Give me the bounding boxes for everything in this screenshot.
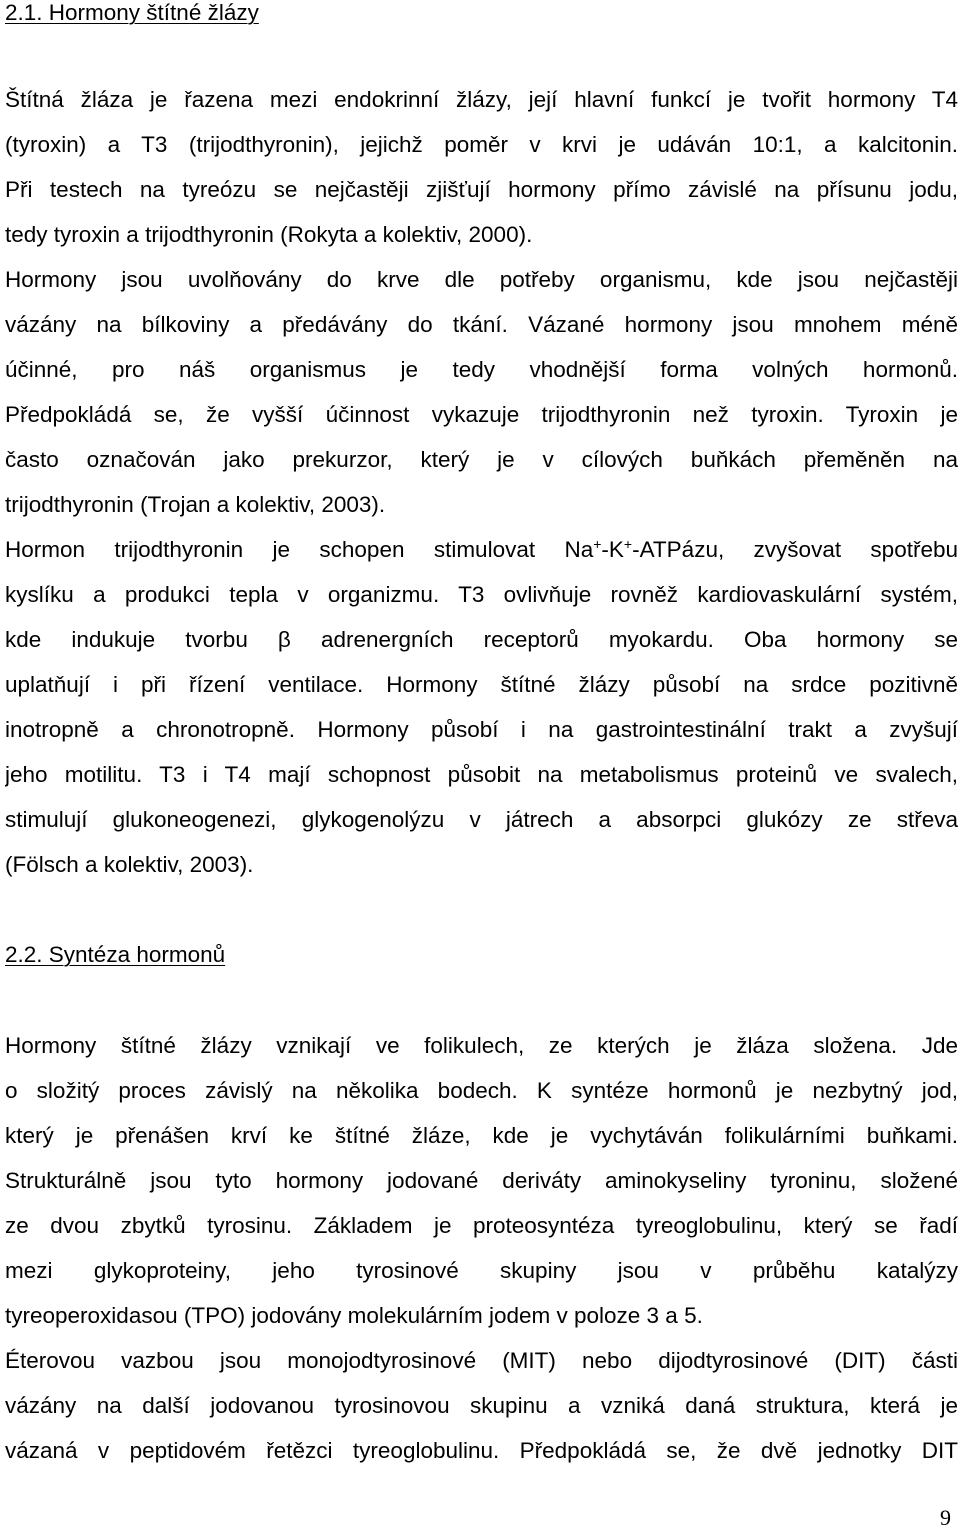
superscript-plus: + (593, 537, 602, 552)
superscript-plus: + (623, 537, 633, 552)
paragraph-line-with-superscripts (5, 537, 958, 563)
line-text-segment: -K (601, 537, 624, 562)
paragraph-line: ze dvou zbytků tyrosinu. Základem je proteosyntéza tyreoglobulinu, který se řadí (5, 1213, 958, 1238)
paragraph-line: kde indukuje tvorbu β adrenergních receptorů myokardu. Oba hormony se (5, 627, 958, 652)
paragraph-line: vázány na bílkoviny a předávány do tkání. Vázané hormony jsou mnohem méně (5, 312, 958, 337)
paragraph-line: (tyroxin) a T3 (trijodthyronin), jejichž poměr v krvi je udáván 10:1, a kalcitonin. (5, 132, 958, 157)
paragraph-line: vázány na další jodovanou tyrosinovou skupinu a vzniká daná struktura, která je (5, 1393, 958, 1418)
section-heading: 2.1. Hormony štítné žlázy (5, 0, 259, 25)
paragraph-line: Strukturálně jsou tyto hormony jodované deriváty aminokyseliny tyroninu, složené (5, 1168, 958, 1193)
paragraph-line: jeho motilitu. T3 i T4 mají schopnost působit na metabolismus proteinů ve svalech, (5, 762, 958, 787)
paragraph-line: tedy tyroxin a trijodthyronin (Rokyta a kolektiv, 2000). (5, 222, 533, 247)
paragraph-line: stimulují glukoneogenezi, glykogenolýzu v játrech a absorpci glukózy ze střeva (5, 807, 958, 832)
paragraph-line: Éterovou vazbou jsou monojodtyrosinové (MIT) nebo dijodtyrosinové (DIT) části (5, 1348, 958, 1373)
paragraph-line: tyreoperoxidasou (TPO) jodovány molekulárním jodem v poloze 3 a 5. (5, 1303, 703, 1328)
paragraph-line: Hormony štítné žlázy vznikají ve folikulech, ze kterých je žláza složena. Jde (5, 1033, 958, 1058)
page-number: 9 (940, 1505, 951, 1530)
paragraph-line: kyslíku a produkci tepla v organizmu. T3 ovlivňuje rovněž kardiovaskulární systém, (5, 582, 958, 607)
paragraph-line: účinné, pro náš organismus je tedy vhodnější forma volných hormonů. (5, 357, 958, 382)
section-heading: 2.2. Syntéza hormonů (5, 942, 226, 967)
paragraph-line: (Fölsch a kolektiv, 2003). (5, 852, 254, 877)
paragraph-line: vázaná v peptidovém řetězci tyreoglobulinu. Předpokládá se, že dvě jednotky DIT (5, 1438, 958, 1463)
paragraph-line: který je přenášen krví ke štítné žláze, kde je vychytáván folikulárními buňkami. (5, 1123, 958, 1148)
paragraph-line: Při testech na tyreózu se nejčastěji zjišťují hormony přímo závislé na přísunu jodu, (5, 177, 958, 202)
paragraph-line: uplatňují i při řízení ventilace. Hormony štítné žlázy působí na srdce pozitivně (5, 672, 958, 697)
paragraph-line: mezi glykoproteiny, jeho tyrosinové skupiny jsou v průběhu katalýzy (5, 1258, 958, 1283)
paragraph-line: Štítná žláza je řazena mezi endokrinní žlázy, její hlavní funkcí je tvořit hormony T4 (5, 87, 958, 112)
paragraph-line: často označován jako prekurzor, který je v cílových buňkách přeměněn na (5, 447, 958, 472)
paragraph-line: Předpokládá se, že vyšší účinnost vykazuje trijodthyronin než tyroxin. Tyroxin je (5, 402, 958, 427)
paragraph-line: o složitý proces závislý na několika bodech. K syntéze hormonů je nezbytný jod, (5, 1078, 958, 1103)
line-text-segment: Hormon trijodthyronin je schopen stimulovat Na (5, 537, 594, 562)
paragraph-line: inotropně a chronotropně. Hormony působí i na gastrointestinální trakt a zvyšují (5, 717, 958, 742)
paragraph-line: trijodthyronin (Trojan a kolektiv, 2003). (5, 492, 386, 517)
paragraph-line: Hormony jsou uvolňovány do krve dle potřeby organismu, kde jsou nejčastěji (5, 267, 958, 292)
line-text-segment: -ATPázu, zvyšovat spotřebu (632, 537, 958, 562)
